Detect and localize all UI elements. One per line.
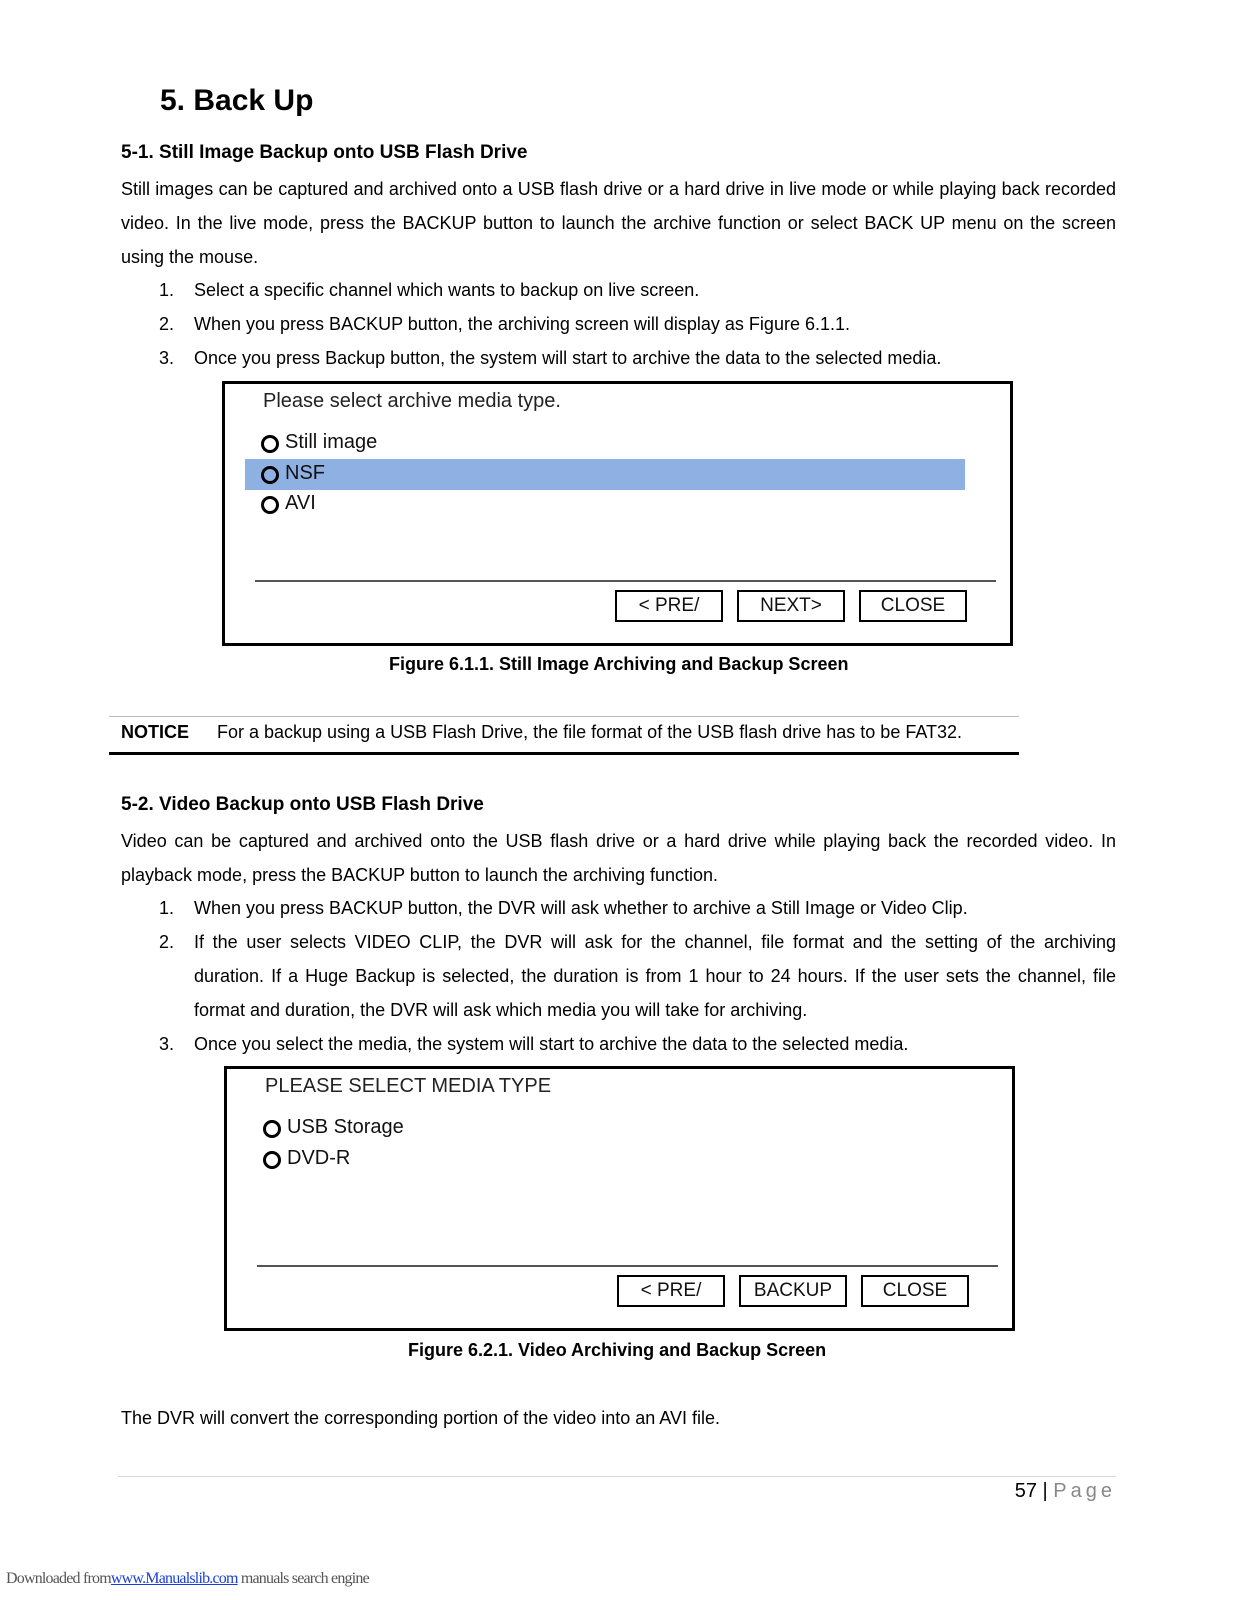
option-dvd-r[interactable]: DVD-R <box>247 1144 967 1175</box>
list-item: 3. Once you press Backup button, the system will start to archive the data to the selected media. <box>159 348 942 368</box>
media-type-dialog <box>224 1066 1015 1331</box>
list-item: 1. Select a specific channel which wants to backup on live screen. <box>159 280 700 300</box>
radio-button-icon[interactable] <box>261 496 279 514</box>
dialog-divider <box>255 580 996 582</box>
notice-divider-bottom <box>109 752 1019 755</box>
dialog-divider <box>257 1265 998 1267</box>
section2-steps <box>121 891 1116 1061</box>
option-nsf[interactable]: NSF <box>245 459 965 490</box>
section-title-still-image: 5-1. Still Image Backup onto USB Flash Drive <box>121 142 528 163</box>
notice-text: For a backup using a USB Flash Drive, the file format of the USB flash drive has to be FAT32. <box>217 722 963 742</box>
radio-button-icon[interactable] <box>261 466 279 484</box>
footer-divider <box>118 1476 1116 1477</box>
figure-caption-6-1-1: Figure 6.1.1. Still Image Archiving and Backup Screen <box>389 654 849 674</box>
close-button[interactable]: CLOSE <box>861 1275 969 1307</box>
radio-button-icon[interactable] <box>261 435 279 453</box>
close-button[interactable]: CLOSE <box>859 590 967 622</box>
list-item: 2. If the user selects VIDEO CLIP, the DVR will ask for the channel, file format and the setting of the archiving duration. If a Huge Backup is selected, the duration is from 1 hour to 24 hours. If the user sets the channel, file format and duration, the DVR will ask which media you will take for archiving. <box>159 932 1116 1020</box>
manualslib-link[interactable]: www.Manualslib.com <box>110 1570 238 1587</box>
list-item: 1. When you press BACKUP button, the DVR will ask whether to archive a Still Image or Video Clip. <box>159 898 968 918</box>
notice-divider-top <box>109 716 1019 717</box>
dialog-title: Please select archive media type. <box>263 390 561 412</box>
previous-button[interactable]: < PRE/ <box>617 1275 725 1307</box>
radio-button-icon[interactable] <box>263 1120 281 1138</box>
previous-button[interactable]: < PRE/ <box>615 590 723 622</box>
list-item: 2. When you press BACKUP button, the archiving screen will display as Figure 6.1.1. <box>159 314 850 334</box>
section-title-video: 5-2. Video Backup onto USB Flash Drive <box>121 794 484 815</box>
page-number: 57 | Page <box>1014 1480 1116 1502</box>
list-item: 3. Once you select the media, the system will start to archive the data to the selected media. <box>159 1034 909 1054</box>
download-notice: Downloaded fromwww.Manualslib.com manuals search engine <box>6 1570 369 1587</box>
option-usb-storage[interactable]: USB Storage <box>247 1113 967 1144</box>
radio-button-icon[interactable] <box>263 1151 281 1169</box>
dialog-title: PLEASE SELECT MEDIA TYPE <box>265 1075 552 1097</box>
archive-media-dialog <box>222 381 1013 646</box>
next-button[interactable]: NEXT> <box>737 590 845 622</box>
option-still-image[interactable]: Still image <box>245 428 965 459</box>
option-avi[interactable]: AVI <box>245 489 965 520</box>
section1-intro: Still images can be captured and archived onto a USB flash drive or a hard drive in live mode or while playing back recorded video. In the live mode, press the BACKUP button to launch the archive function or select BACK UP menu on the screen using the mouse. <box>121 179 1116 267</box>
chapter-heading: 5. Back Up <box>160 84 314 117</box>
section1-steps <box>121 273 1116 375</box>
notice-label: NOTICE <box>121 722 190 742</box>
section2-intro: Video can be captured and archived onto the USB flash drive or a hard drive while playing back the recorded video. In playback mode, press the BACKUP button to launch the archiving function. <box>121 831 1116 885</box>
backup-button[interactable]: BACKUP <box>739 1275 847 1307</box>
figure-caption-6-2-1: Figure 6.2.1. Video Archiving and Backup Screen <box>408 1340 827 1360</box>
closing-paragraph: The DVR will convert the corresponding portion of the video into an AVI file. <box>121 1408 720 1428</box>
